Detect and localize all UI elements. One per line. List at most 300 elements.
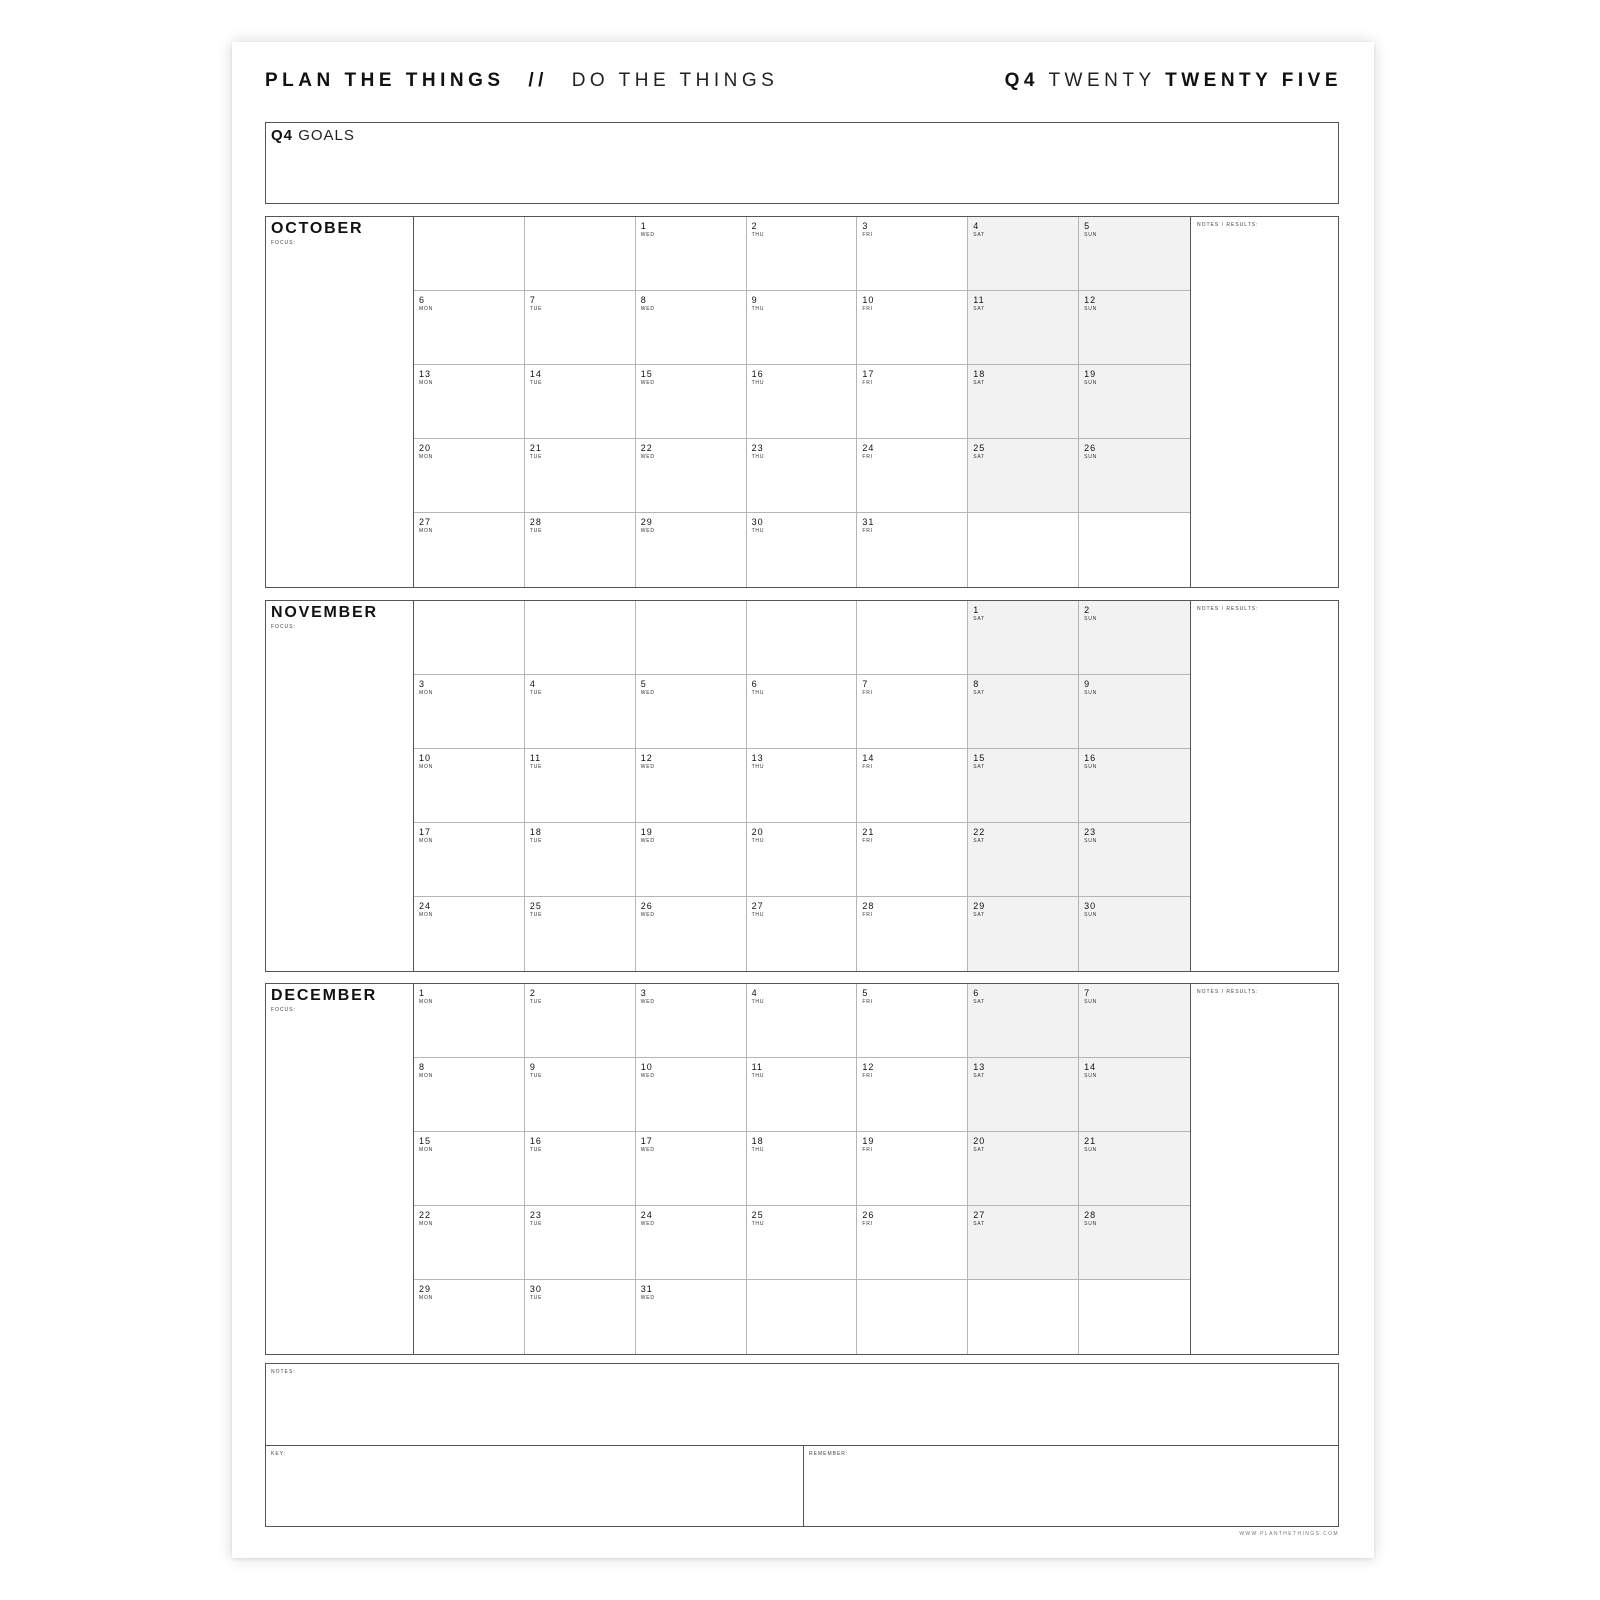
day-cell[interactable] xyxy=(525,365,636,439)
day-number: 8 xyxy=(419,1062,426,1072)
day-number: 17 xyxy=(862,369,875,379)
day-cell[interactable] xyxy=(747,217,858,291)
day-of-week: MON xyxy=(419,1221,434,1227)
day-of-week: THU xyxy=(751,1073,765,1079)
day-of-week: WED xyxy=(640,764,655,770)
bottom-divider xyxy=(266,1445,1338,1446)
day-cell[interactable] xyxy=(525,513,636,587)
day-number: 19 xyxy=(640,827,653,837)
day-of-week: TUE xyxy=(529,912,543,918)
day-of-week: SUN xyxy=(1084,999,1098,1005)
day-number: 12 xyxy=(1084,295,1097,305)
day-of-week: THU xyxy=(751,838,765,844)
day-number: 11 xyxy=(973,295,985,305)
day-cell[interactable] xyxy=(525,984,636,1058)
header-quarter: Q4 xyxy=(1004,70,1040,91)
day-cell[interactable] xyxy=(857,291,968,365)
focus-label: FOCUS: xyxy=(271,240,296,246)
day-of-week: MON xyxy=(419,838,434,844)
day-cell[interactable] xyxy=(525,675,636,749)
day-of-week: SAT xyxy=(973,912,986,918)
day-cell[interactable] xyxy=(636,1280,747,1354)
empty-cell[interactable] xyxy=(968,1280,1079,1354)
day-cell[interactable] xyxy=(857,217,968,291)
day-number: 29 xyxy=(419,1284,432,1294)
day-number: 9 xyxy=(751,295,758,305)
day-of-week: THU xyxy=(751,912,765,918)
day-cell[interactable] xyxy=(1079,601,1190,675)
day-of-week: SUN xyxy=(1084,454,1098,460)
day-number: 8 xyxy=(973,679,980,689)
empty-cell[interactable] xyxy=(747,601,858,675)
day-cell[interactable] xyxy=(968,823,1079,897)
day-cell[interactable] xyxy=(857,897,968,971)
day-of-week: FRI xyxy=(862,1073,873,1079)
day-number: 5 xyxy=(862,988,869,998)
day-of-week: FRI xyxy=(862,528,873,534)
day-number: 10 xyxy=(640,1062,653,1072)
day-of-week: WED xyxy=(640,454,655,460)
day-number: 13 xyxy=(751,753,764,763)
day-cell[interactable] xyxy=(968,984,1079,1058)
day-cell[interactable] xyxy=(857,749,968,823)
day-number: 10 xyxy=(862,295,875,305)
day-of-week: SUN xyxy=(1084,232,1098,238)
day-of-week: SAT xyxy=(973,764,986,770)
day-number: 9 xyxy=(1084,679,1091,689)
day-cell[interactable] xyxy=(636,984,747,1058)
day-cell[interactable] xyxy=(968,1132,1079,1206)
day-of-week: FRI xyxy=(862,454,873,460)
day-cell[interactable] xyxy=(525,1280,636,1354)
day-of-week: WED xyxy=(640,999,655,1005)
day-number: 1 xyxy=(973,605,980,615)
day-cell[interactable] xyxy=(857,1206,968,1280)
empty-cell[interactable] xyxy=(857,601,968,675)
day-cell[interactable] xyxy=(636,291,747,365)
day-number: 23 xyxy=(529,1210,542,1220)
day-cell[interactable] xyxy=(857,823,968,897)
header-separator: // xyxy=(528,70,548,91)
day-of-week: SUN xyxy=(1084,616,1098,622)
day-cell[interactable] xyxy=(1079,675,1190,749)
day-of-week: SAT xyxy=(973,1073,986,1079)
day-number: 27 xyxy=(751,901,764,911)
day-of-week: TUE xyxy=(529,528,543,534)
day-number: 12 xyxy=(640,753,653,763)
day-number: 10 xyxy=(419,753,432,763)
day-number: 16 xyxy=(529,1136,542,1146)
day-cell[interactable] xyxy=(857,365,968,439)
day-cell[interactable] xyxy=(636,897,747,971)
day-of-week: WED xyxy=(640,1221,655,1227)
day-of-week: MON xyxy=(419,912,434,918)
day-of-week: MON xyxy=(419,528,434,534)
day-cell[interactable] xyxy=(636,1132,747,1206)
day-number: 18 xyxy=(973,369,986,379)
day-cell[interactable] xyxy=(1079,823,1190,897)
day-number: 4 xyxy=(529,679,536,689)
day-number: 26 xyxy=(1084,443,1097,453)
day-cell[interactable] xyxy=(414,1132,525,1206)
day-number: 12 xyxy=(862,1062,875,1072)
day-number: 13 xyxy=(973,1062,986,1072)
day-number: 7 xyxy=(1084,988,1091,998)
empty-cell[interactable] xyxy=(857,1280,968,1354)
day-number: 14 xyxy=(1084,1062,1097,1072)
day-of-week: WED xyxy=(640,380,655,386)
day-cell[interactable] xyxy=(857,1058,968,1132)
website-url: WWW.PLANTHETHINGS.COM xyxy=(1239,1531,1339,1537)
day-of-week: MON xyxy=(419,1147,434,1153)
day-of-week: FRI xyxy=(862,1147,873,1153)
day-of-week: MON xyxy=(419,306,434,312)
day-cell[interactable] xyxy=(857,513,968,587)
day-cell[interactable] xyxy=(747,984,858,1058)
header-period xyxy=(1005,70,1342,92)
day-of-week: TUE xyxy=(529,764,543,770)
day-number: 14 xyxy=(862,753,875,763)
day-number: 29 xyxy=(973,901,986,911)
header-year-light: TWENTY xyxy=(1048,70,1156,91)
day-number: 9 xyxy=(529,1062,536,1072)
day-number: 25 xyxy=(751,1210,764,1220)
day-of-week: SUN xyxy=(1084,912,1098,918)
day-number: 28 xyxy=(529,517,542,527)
day-of-week: WED xyxy=(640,1073,655,1079)
day-cell[interactable] xyxy=(747,365,858,439)
day-number: 26 xyxy=(862,1210,875,1220)
day-number: 27 xyxy=(419,517,432,527)
remember-label: REMEMBER: xyxy=(809,1451,849,1457)
header-do-text: DO THE THINGS xyxy=(571,70,779,91)
day-number: 27 xyxy=(973,1210,986,1220)
day-number: 7 xyxy=(862,679,869,689)
day-cell[interactable] xyxy=(1079,291,1190,365)
day-cell[interactable] xyxy=(414,1058,525,1132)
day-of-week: THU xyxy=(751,1221,765,1227)
day-cell[interactable] xyxy=(636,365,747,439)
day-number: 23 xyxy=(1084,827,1097,837)
day-of-week: FRI xyxy=(862,380,873,386)
goals-label xyxy=(271,127,355,144)
day-of-week: WED xyxy=(640,306,655,312)
day-number: 2 xyxy=(751,221,758,231)
day-cell[interactable] xyxy=(414,1280,525,1354)
day-of-week: THU xyxy=(751,232,765,238)
day-of-week: MON xyxy=(419,380,434,386)
day-cell[interactable] xyxy=(857,675,968,749)
day-number: 3 xyxy=(640,988,647,998)
day-cell[interactable] xyxy=(968,601,1079,675)
day-cell[interactable] xyxy=(968,439,1079,513)
bottom-vertical-divider xyxy=(803,1445,804,1526)
day-of-week: SUN xyxy=(1084,1221,1098,1227)
day-cell[interactable] xyxy=(968,1058,1079,1132)
day-number: 22 xyxy=(640,443,653,453)
day-cell[interactable] xyxy=(636,675,747,749)
day-number: 17 xyxy=(419,827,432,837)
day-cell[interactable] xyxy=(414,749,525,823)
day-cell[interactable] xyxy=(636,749,747,823)
day-number: 6 xyxy=(419,295,426,305)
day-cell[interactable] xyxy=(414,1206,525,1280)
day-of-week: TUE xyxy=(529,1147,543,1153)
focus-label: FOCUS: xyxy=(271,1007,296,1013)
day-number: 22 xyxy=(419,1210,432,1220)
day-cell[interactable] xyxy=(414,984,525,1058)
day-number: 31 xyxy=(862,517,875,527)
day-number: 26 xyxy=(640,901,653,911)
day-cell[interactable] xyxy=(968,897,1079,971)
day-of-week: MON xyxy=(419,1295,434,1301)
day-cell[interactable] xyxy=(525,439,636,513)
day-cell[interactable] xyxy=(968,749,1079,823)
day-of-week: THU xyxy=(751,528,765,534)
day-cell[interactable] xyxy=(1079,897,1190,971)
day-number: 11 xyxy=(751,1062,763,1072)
empty-cell[interactable] xyxy=(747,1280,858,1354)
day-number: 3 xyxy=(862,221,869,231)
day-of-week: SAT xyxy=(973,454,986,460)
day-of-week: THU xyxy=(751,380,765,386)
day-cell[interactable] xyxy=(747,513,858,587)
day-of-week: SAT xyxy=(973,838,986,844)
day-of-week: WED xyxy=(640,1295,655,1301)
day-number: 31 xyxy=(640,1284,653,1294)
day-number: 19 xyxy=(862,1136,875,1146)
day-number: 6 xyxy=(973,988,980,998)
day-number: 17 xyxy=(640,1136,653,1146)
day-of-week: FRI xyxy=(862,912,873,918)
day-of-week: SAT xyxy=(973,1147,986,1153)
day-cell[interactable] xyxy=(747,675,858,749)
bottom-notes-section xyxy=(265,1363,1339,1527)
empty-cell[interactable] xyxy=(525,217,636,291)
day-of-week: FRI xyxy=(862,1221,873,1227)
notes-label: NOTES: xyxy=(271,1369,296,1375)
day-cell[interactable] xyxy=(525,897,636,971)
month-october xyxy=(265,216,1339,588)
empty-cell[interactable] xyxy=(1079,1280,1190,1354)
day-number: 24 xyxy=(862,443,875,453)
empty-cell[interactable] xyxy=(414,601,525,675)
day-of-week: TUE xyxy=(529,1295,543,1301)
day-cell[interactable] xyxy=(1079,984,1190,1058)
month-name: NOVEMBER xyxy=(271,604,378,621)
empty-cell[interactable] xyxy=(636,601,747,675)
header-tagline xyxy=(265,70,778,92)
day-number: 30 xyxy=(529,1284,542,1294)
day-of-week: FRI xyxy=(862,999,873,1005)
day-of-week: SUN xyxy=(1084,1073,1098,1079)
day-cell[interactable] xyxy=(1079,1206,1190,1280)
day-number: 14 xyxy=(529,369,542,379)
day-cell[interactable] xyxy=(747,1132,858,1206)
day-cell[interactable] xyxy=(747,291,858,365)
day-number: 5 xyxy=(1084,221,1091,231)
day-cell[interactable] xyxy=(636,513,747,587)
day-number: 16 xyxy=(1084,753,1097,763)
day-of-week: SUN xyxy=(1084,380,1098,386)
day-cell[interactable] xyxy=(968,675,1079,749)
day-of-week: MON xyxy=(419,690,434,696)
day-of-week: WED xyxy=(640,690,655,696)
day-number: 1 xyxy=(419,988,426,998)
day-cell[interactable] xyxy=(414,365,525,439)
day-cell[interactable] xyxy=(636,1058,747,1132)
day-number: 29 xyxy=(640,517,653,527)
day-cell[interactable] xyxy=(968,217,1079,291)
day-cell[interactable] xyxy=(414,675,525,749)
day-cell[interactable] xyxy=(747,749,858,823)
day-cell[interactable] xyxy=(636,217,747,291)
day-of-week: MON xyxy=(419,764,434,770)
planner-sheet xyxy=(232,42,1374,1558)
header-year-bold: TWENTY FIVE xyxy=(1165,70,1342,91)
day-number: 28 xyxy=(1084,1210,1097,1220)
day-cell[interactable] xyxy=(968,1206,1079,1280)
day-of-week: TUE xyxy=(529,690,543,696)
day-of-week: THU xyxy=(751,306,765,312)
day-number: 15 xyxy=(419,1136,432,1146)
notes-results-label: NOTES / RESULTS: xyxy=(1197,606,1259,612)
day-cell[interactable] xyxy=(1079,1132,1190,1206)
day-cell[interactable] xyxy=(525,823,636,897)
empty-cell[interactable] xyxy=(525,601,636,675)
day-cell[interactable] xyxy=(1079,365,1190,439)
day-number: 13 xyxy=(419,369,432,379)
day-cell[interactable] xyxy=(414,291,525,365)
day-number: 18 xyxy=(751,1136,764,1146)
day-cell[interactable] xyxy=(747,897,858,971)
day-number: 8 xyxy=(640,295,647,305)
day-cell[interactable] xyxy=(525,291,636,365)
day-of-week: THU xyxy=(751,999,765,1005)
day-cell[interactable] xyxy=(525,1206,636,1280)
empty-cell[interactable] xyxy=(414,217,525,291)
day-number: 11 xyxy=(529,753,542,763)
goals-label-quarter: Q4 xyxy=(271,127,294,144)
day-of-week: TUE xyxy=(529,1221,543,1227)
goals-box[interactable] xyxy=(265,122,1339,204)
day-cell[interactable] xyxy=(747,1206,858,1280)
day-cell[interactable] xyxy=(525,1058,636,1132)
day-of-week: SAT xyxy=(973,999,986,1005)
day-of-week: THU xyxy=(751,1147,765,1153)
day-of-week: TUE xyxy=(529,380,543,386)
day-cell[interactable] xyxy=(636,439,747,513)
day-cell[interactable] xyxy=(747,1058,858,1132)
day-cell[interactable] xyxy=(747,439,858,513)
day-of-week: TUE xyxy=(529,454,543,460)
day-number: 20 xyxy=(419,443,432,453)
day-number: 21 xyxy=(1084,1136,1097,1146)
day-cell[interactable] xyxy=(414,897,525,971)
day-number: 2 xyxy=(529,988,536,998)
day-cell[interactable] xyxy=(414,823,525,897)
day-number: 21 xyxy=(862,827,875,837)
day-cell[interactable] xyxy=(636,823,747,897)
day-of-week: TUE xyxy=(529,999,543,1005)
day-cell[interactable] xyxy=(636,1206,747,1280)
month-november xyxy=(265,600,1339,972)
day-number: 24 xyxy=(419,901,432,911)
day-of-week: SAT xyxy=(973,306,986,312)
day-cell[interactable] xyxy=(1079,439,1190,513)
day-of-week: WED xyxy=(640,528,655,534)
day-number: 15 xyxy=(640,369,653,379)
day-cell[interactable] xyxy=(414,439,525,513)
day-number: 25 xyxy=(529,901,542,911)
calendar-grid xyxy=(413,984,1191,1354)
day-of-week: SUN xyxy=(1084,764,1098,770)
day-number: 15 xyxy=(973,753,986,763)
empty-cell[interactable] xyxy=(968,513,1079,587)
day-cell[interactable] xyxy=(414,513,525,587)
day-of-week: FRI xyxy=(862,838,873,844)
day-number: 25 xyxy=(973,443,986,453)
day-of-week: MON xyxy=(419,1073,434,1079)
day-number: 16 xyxy=(751,369,764,379)
day-of-week: FRI xyxy=(862,764,873,770)
day-number: 21 xyxy=(529,443,542,453)
day-number: 20 xyxy=(973,1136,986,1146)
day-of-week: FRI xyxy=(862,306,873,312)
focus-label: FOCUS: xyxy=(271,624,296,630)
day-cell[interactable] xyxy=(525,1132,636,1206)
day-cell[interactable] xyxy=(747,823,858,897)
day-number: 19 xyxy=(1084,369,1097,379)
day-number: 6 xyxy=(751,679,758,689)
day-cell[interactable] xyxy=(1079,1058,1190,1132)
day-of-week: SAT xyxy=(973,616,986,622)
day-number: 20 xyxy=(751,827,764,837)
calendar-grid xyxy=(413,217,1191,587)
day-of-week: FRI xyxy=(862,690,873,696)
day-cell[interactable] xyxy=(525,749,636,823)
day-of-week: THU xyxy=(751,454,765,460)
day-number: 1 xyxy=(640,221,647,231)
day-cell[interactable] xyxy=(1079,749,1190,823)
day-of-week: FRI xyxy=(862,232,873,238)
day-of-week: SUN xyxy=(1084,1147,1098,1153)
day-number: 24 xyxy=(640,1210,653,1220)
day-number: 4 xyxy=(751,988,758,998)
day-of-week: SAT xyxy=(973,232,986,238)
day-of-week: THU xyxy=(751,690,765,696)
day-number: 18 xyxy=(529,827,542,837)
day-number: 7 xyxy=(529,295,536,305)
goals-label-text: GOALS xyxy=(298,127,355,144)
day-cell[interactable] xyxy=(857,439,968,513)
day-of-week: TUE xyxy=(529,1073,543,1079)
day-number: 30 xyxy=(751,517,764,527)
day-cell[interactable] xyxy=(968,365,1079,439)
day-of-week: SAT xyxy=(973,1221,986,1227)
day-cell[interactable] xyxy=(857,984,968,1058)
month-name: DECEMBER xyxy=(271,987,377,1004)
key-label: KEY: xyxy=(271,1451,287,1457)
day-of-week: WED xyxy=(640,232,655,238)
day-cell[interactable] xyxy=(1079,217,1190,291)
empty-cell[interactable] xyxy=(1079,513,1190,587)
day-number: 28 xyxy=(862,901,875,911)
day-cell[interactable] xyxy=(857,1132,968,1206)
day-number: 5 xyxy=(640,679,647,689)
day-of-week: WED xyxy=(640,912,655,918)
day-cell[interactable] xyxy=(968,291,1079,365)
